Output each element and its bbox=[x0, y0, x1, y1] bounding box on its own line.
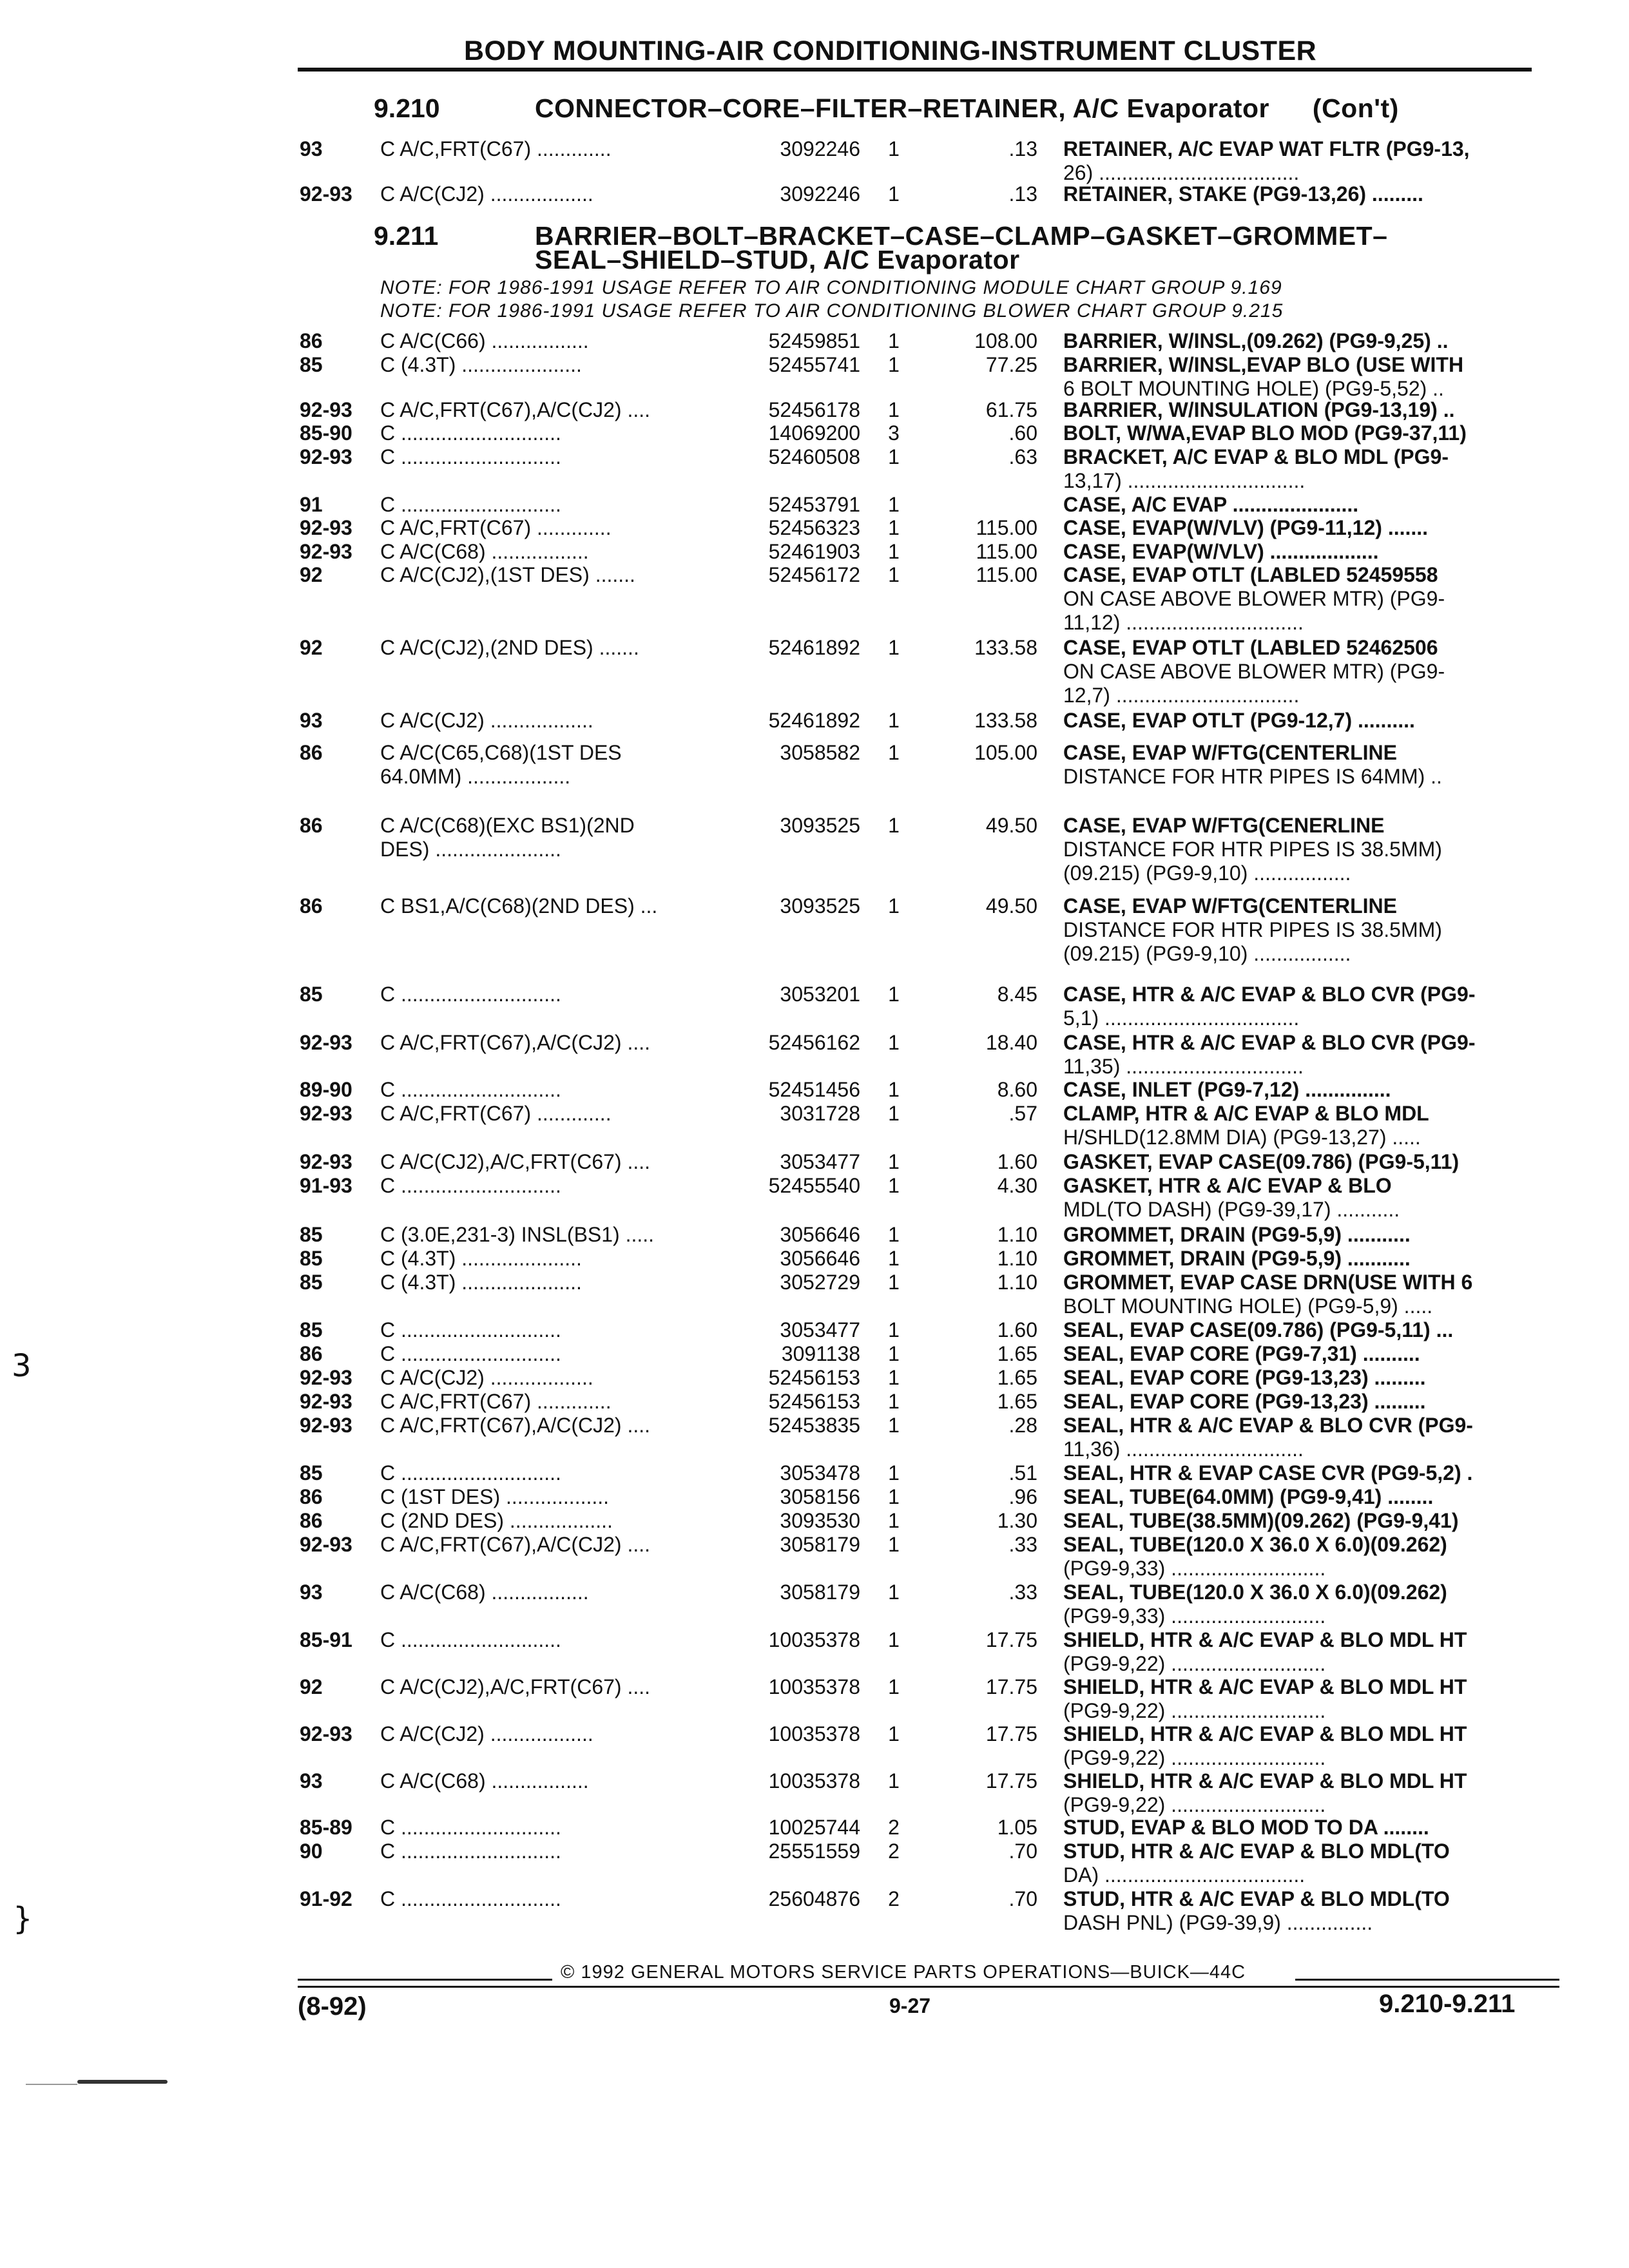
application: C A/C(CJ2),A/C,FRT(C67) .... bbox=[380, 1675, 651, 1698]
model-year: 92-93 bbox=[300, 182, 352, 206]
quantity: 1 bbox=[888, 1722, 900, 1745]
part-description: CASE, EVAP OTLT (LABLED 52459558 ON CASE ABOVE BLOWER MTR) (PG9- 11,12) ............................... bbox=[1063, 563, 1445, 634]
model-year: 90 bbox=[300, 1840, 323, 1863]
part-description: GROMMET, DRAIN (PG9-5,9) ........... bbox=[1063, 1223, 1411, 1246]
part-number: 52461892 bbox=[768, 709, 860, 732]
application: C ............................ bbox=[380, 493, 561, 516]
quantity: 1 bbox=[888, 709, 900, 732]
part-number: 52456323 bbox=[768, 516, 860, 539]
quantity: 1 bbox=[888, 1675, 900, 1698]
part-number: 52461903 bbox=[768, 540, 860, 563]
quantity: 1 bbox=[888, 1414, 900, 1437]
part-number: 3092246 bbox=[780, 182, 860, 206]
price: 115.00 bbox=[976, 516, 1037, 539]
part-number: 3093525 bbox=[780, 894, 860, 918]
quantity: 1 bbox=[888, 398, 900, 421]
application: C (4.3T) ..................... bbox=[380, 1271, 582, 1294]
model-year: 92 bbox=[300, 636, 323, 659]
model-year: 85 bbox=[300, 1461, 323, 1485]
model-year: 86 bbox=[300, 1509, 323, 1532]
part-description: CASE, EVAP W/FTG(CENTERLINE DISTANCE FOR HTR PIPES IS 64MM) .. bbox=[1063, 741, 1442, 788]
part-number: 3092246 bbox=[780, 137, 860, 160]
footer-date-code: (8-92) bbox=[298, 1992, 367, 2021]
application: C ............................ bbox=[380, 1840, 561, 1863]
section-9211-title-line2-text: SEAL–SHIELD–STUD, bbox=[535, 245, 816, 274]
price: 17.75 bbox=[985, 1675, 1037, 1698]
price: 133.58 bbox=[974, 636, 1037, 659]
part-description: BARRIER, W/INSULATION (PG9-13,19) .. bbox=[1063, 398, 1455, 421]
model-year: 92-93 bbox=[300, 540, 352, 563]
part-description: CASE, INLET (PG9-7,12) ............... bbox=[1063, 1078, 1391, 1101]
price: .33 bbox=[1008, 1581, 1037, 1604]
part-number: 52461892 bbox=[768, 636, 860, 659]
part-number: 52453835 bbox=[768, 1414, 860, 1437]
application: C A/C,FRT(C67) ............. bbox=[380, 1102, 612, 1125]
application: C ............................ bbox=[380, 421, 561, 445]
quantity: 2 bbox=[888, 1816, 900, 1839]
part-description: SHIELD, HTR & A/C EVAP & BLO MDL HT (PG9-9,22) ........................... bbox=[1063, 1628, 1467, 1675]
quantity: 1 bbox=[888, 814, 900, 837]
application: C ............................ bbox=[380, 983, 561, 1006]
part-description: STUD, HTR & A/C EVAP & BLO MDL(TO DA) ................................... bbox=[1063, 1840, 1450, 1887]
model-year: 92-93 bbox=[300, 1722, 352, 1745]
model-year: 92-93 bbox=[300, 1533, 352, 1556]
part-number: 52456153 bbox=[768, 1390, 860, 1413]
footer-rule-left bbox=[298, 1979, 552, 1981]
model-year: 86 bbox=[300, 329, 323, 352]
price: 77.25 bbox=[985, 353, 1037, 376]
model-year: 85-89 bbox=[300, 1816, 352, 1839]
model-year: 86 bbox=[300, 1485, 323, 1508]
application: C A/C(CJ2) .................. bbox=[380, 1366, 593, 1389]
price: 18.40 bbox=[985, 1031, 1037, 1054]
part-number: 52456162 bbox=[768, 1031, 860, 1054]
part-number: 3058179 bbox=[780, 1581, 860, 1604]
application: C (3.0E,231-3) INSL(BS1) ..... bbox=[380, 1223, 655, 1246]
quantity: 2 bbox=[888, 1887, 900, 1910]
page-title: BODY MOUNTING-AIR CONDITIONING-INSTRUMENT CLUSTER bbox=[464, 35, 1317, 66]
part-number: 52455741 bbox=[768, 353, 860, 376]
part-description: CASE, EVAP W/FTG(CENERLINE DISTANCE FOR HTR PIPES IS 38.5MM) (09.215) (PG9-9,10) ................. bbox=[1063, 814, 1442, 885]
model-year: 92-93 bbox=[300, 1150, 352, 1173]
model-year: 91 bbox=[300, 493, 323, 516]
application: C A/C(CJ2) .................. bbox=[380, 709, 593, 732]
quantity: 1 bbox=[888, 1223, 900, 1246]
price: .33 bbox=[1008, 1533, 1037, 1556]
quantity: 1 bbox=[888, 1581, 900, 1604]
part-description: CASE, EVAP(W/VLV) (PG9-11,12) ....... bbox=[1063, 516, 1429, 539]
price: 17.75 bbox=[985, 1722, 1037, 1745]
quantity: 1 bbox=[888, 1485, 900, 1508]
price: 1.65 bbox=[997, 1342, 1037, 1365]
part-description: CASE, HTR & A/C EVAP & BLO CVR (PG9- 11,35) ............................... bbox=[1063, 1031, 1476, 1078]
part-description: SEAL, TUBE(64.0MM) (PG9-9,41) ........ bbox=[1063, 1485, 1434, 1508]
part-description: SEAL, EVAP CASE(09.786) (PG9-5,11) ... bbox=[1063, 1318, 1454, 1341]
part-number: 3031728 bbox=[780, 1102, 860, 1125]
application: C A/C(C68) ................. bbox=[380, 1581, 589, 1604]
application: C A/C(C65,C68)(1ST DES 64.0MM) .................. bbox=[380, 741, 622, 788]
price: 8.45 bbox=[997, 983, 1037, 1006]
price: 17.75 bbox=[985, 1628, 1037, 1651]
quantity: 1 bbox=[888, 137, 900, 160]
price: 105.00 bbox=[974, 741, 1037, 764]
application: C A/C,FRT(C67),A/C(CJ2) .... bbox=[380, 1031, 651, 1054]
part-description: SEAL, HTR & EVAP CASE CVR (PG9-5,2) . bbox=[1063, 1461, 1473, 1485]
application: C (4.3T) ..................... bbox=[380, 353, 582, 376]
section-9211-title-line1: BARRIER–BOLT–BRACKET–CASE–CLAMP–GASKET–GROMMET– bbox=[535, 221, 1388, 251]
quantity: 1 bbox=[888, 1078, 900, 1101]
application: C (2ND DES) .................. bbox=[380, 1509, 613, 1532]
price: .60 bbox=[1008, 421, 1037, 445]
part-number: 52456153 bbox=[768, 1366, 860, 1389]
quantity: 1 bbox=[888, 493, 900, 516]
application: C A/C(C68) ................. bbox=[380, 540, 589, 563]
quantity: 1 bbox=[888, 1628, 900, 1651]
part-description: GASKET, EVAP CASE(09.786) (PG9-5,11) bbox=[1063, 1150, 1460, 1173]
model-year: 91-92 bbox=[300, 1887, 352, 1910]
model-year: 92-93 bbox=[300, 445, 352, 468]
price: .70 bbox=[1008, 1887, 1037, 1910]
application: C ............................ bbox=[380, 445, 561, 468]
quantity: 1 bbox=[888, 1461, 900, 1485]
part-description: CASE, EVAP(W/VLV) ................... bbox=[1063, 540, 1379, 563]
application: C ............................ bbox=[380, 1342, 561, 1365]
price: .13 bbox=[1008, 137, 1037, 160]
model-year: 93 bbox=[300, 709, 323, 732]
section-9211-number: 9.211 bbox=[374, 221, 439, 251]
part-number: 3052729 bbox=[780, 1271, 860, 1294]
note-module-chart: NOTE: FOR 1986-1991 USAGE REFER TO AIR CONDITIONING MODULE CHART GROUP 9.169 bbox=[380, 277, 1282, 298]
price: .28 bbox=[1008, 1414, 1037, 1437]
part-description: SEAL, EVAP CORE (PG9-13,23) ......... bbox=[1063, 1390, 1426, 1413]
margin-mark-3: 3 bbox=[12, 1348, 32, 1384]
model-year: 86 bbox=[300, 814, 323, 837]
quantity: 1 bbox=[888, 516, 900, 539]
part-number: 3058582 bbox=[780, 741, 860, 764]
part-number: 10035378 bbox=[768, 1628, 860, 1651]
application: C A/C(C66) ................. bbox=[380, 329, 589, 352]
part-number: 52451456 bbox=[768, 1078, 860, 1101]
application: C A/C(CJ2) .................. bbox=[380, 1722, 593, 1745]
model-year: 86 bbox=[300, 1342, 323, 1365]
quantity: 1 bbox=[888, 1769, 900, 1792]
quantity: 2 bbox=[888, 1840, 900, 1863]
model-year: 85 bbox=[300, 353, 323, 376]
price: 108.00 bbox=[974, 329, 1037, 352]
part-number: 25604876 bbox=[768, 1887, 860, 1910]
part-number: 3058179 bbox=[780, 1533, 860, 1556]
application: C A/C(C68)(EXC BS1)(2ND DES) ...................... bbox=[380, 814, 635, 861]
application: C A/C,FRT(C67) ............. bbox=[380, 137, 612, 160]
application: C BS1,A/C(C68)(2ND DES) ... bbox=[380, 894, 658, 918]
application: C ............................ bbox=[380, 1318, 561, 1341]
model-year: 92-93 bbox=[300, 1390, 352, 1413]
footer-section-range: 9.210-9.211 bbox=[1379, 1990, 1516, 2018]
part-description: SHIELD, HTR & A/C EVAP & BLO MDL HT (PG9-9,22) ........................... bbox=[1063, 1769, 1467, 1816]
model-year: 85 bbox=[300, 1271, 323, 1294]
quantity: 1 bbox=[888, 1174, 900, 1197]
quantity: 1 bbox=[888, 1150, 900, 1173]
price: 1.10 bbox=[997, 1247, 1037, 1270]
quantity: 1 bbox=[888, 353, 900, 376]
part-description: GROMMET, EVAP CASE DRN(USE WITH 6 BOLT MOUNTING HOLE) (PG9-5,9) ..... bbox=[1063, 1271, 1473, 1318]
application: C ............................ bbox=[380, 1816, 561, 1839]
application: C (4.3T) ..................... bbox=[380, 1247, 582, 1270]
part-description: SEAL, TUBE(120.0 X 36.0 X 6.0)(09.262) (PG9-9,33) ........................... bbox=[1063, 1581, 1447, 1628]
part-number: 3053201 bbox=[780, 983, 860, 1006]
part-number: 52455540 bbox=[768, 1174, 860, 1197]
part-number: 3056646 bbox=[780, 1247, 860, 1270]
application: C A/C,FRT(C67),A/C(CJ2) .... bbox=[380, 1533, 651, 1556]
price: 17.75 bbox=[985, 1769, 1037, 1792]
model-year: 85 bbox=[300, 983, 323, 1006]
application: C A/C,FRT(C67) ............. bbox=[380, 1390, 612, 1413]
part-number: 10035378 bbox=[768, 1769, 860, 1792]
model-year: 93 bbox=[300, 137, 323, 160]
price: 49.50 bbox=[985, 894, 1037, 918]
price: 1.65 bbox=[997, 1366, 1037, 1389]
quantity: 1 bbox=[888, 1390, 900, 1413]
quantity: 1 bbox=[888, 636, 900, 659]
scan-smudge bbox=[77, 2080, 168, 2084]
price: 4.30 bbox=[997, 1174, 1037, 1197]
model-year: 85 bbox=[300, 1318, 323, 1341]
price: 8.60 bbox=[997, 1078, 1037, 1101]
price: 1.10 bbox=[997, 1223, 1037, 1246]
price: 1.60 bbox=[997, 1150, 1037, 1173]
application: C A/C(CJ2),(2ND DES) ....... bbox=[380, 636, 639, 659]
price: 1.10 bbox=[997, 1271, 1037, 1294]
part-description: RETAINER, STAKE (PG9-13,26) ......... bbox=[1063, 182, 1423, 206]
price: .63 bbox=[1008, 445, 1037, 468]
price: 115.00 bbox=[976, 540, 1037, 563]
section-9210-title-text: CONNECTOR–CORE–FILTER–RETAINER, A/C Evaporator bbox=[535, 93, 1270, 123]
part-number: 3093525 bbox=[780, 814, 860, 837]
part-number: 52453791 bbox=[768, 493, 860, 516]
note-blower-chart: NOTE: FOR 1986-1991 USAGE REFER TO AIR CONDITIONING BLOWER CHART GROUP 9.215 bbox=[380, 300, 1284, 322]
part-description: BRACKET, A/C EVAP & BLO MDL (PG9- 13,17) ............................... bbox=[1063, 445, 1449, 492]
margin-mark-brace: } bbox=[13, 1901, 33, 1937]
model-year: 92 bbox=[300, 1675, 323, 1698]
price: 1.60 bbox=[997, 1318, 1037, 1341]
part-description: GASKET, HTR & A/C EVAP & BLO MDL(TO DASH) (PG9-39,17) ........... bbox=[1063, 1174, 1400, 1221]
model-year: 92-93 bbox=[300, 516, 352, 539]
model-year: 85-90 bbox=[300, 421, 352, 445]
price: .13 bbox=[1008, 182, 1037, 206]
section-9210-cont: (Con't) bbox=[1312, 93, 1399, 123]
part-description: SEAL, EVAP CORE (PG9-7,31) .......... bbox=[1063, 1342, 1420, 1365]
quantity: 1 bbox=[888, 1533, 900, 1556]
part-number: 3058156 bbox=[780, 1485, 860, 1508]
part-description: STUD, HTR & A/C EVAP & BLO MDL(TO DASH PNL) (PG9-39,9) ............... bbox=[1063, 1887, 1450, 1934]
part-description: CASE, HTR & A/C EVAP & BLO CVR (PG9- 5,1) .................................. bbox=[1063, 983, 1476, 1030]
application: C A/C(C68) ................. bbox=[380, 1769, 589, 1792]
part-number: 52459851 bbox=[768, 329, 860, 352]
application: C ............................ bbox=[380, 1461, 561, 1485]
model-year: 92-93 bbox=[300, 1102, 352, 1125]
part-number: 10025744 bbox=[768, 1816, 860, 1839]
model-year: 92-93 bbox=[300, 1031, 352, 1054]
part-number: 3093530 bbox=[780, 1509, 860, 1532]
application: C A/C(CJ2) .................. bbox=[380, 182, 593, 206]
part-number: 3091138 bbox=[781, 1342, 860, 1365]
part-number: 10035378 bbox=[768, 1722, 860, 1745]
quantity: 1 bbox=[888, 182, 900, 206]
price: 1.65 bbox=[997, 1390, 1037, 1413]
application: C A/C(CJ2),(1ST DES) ....... bbox=[380, 563, 635, 586]
model-year: 92-93 bbox=[300, 398, 352, 421]
application: C A/C,FRT(C67),A/C(CJ2) .... bbox=[380, 1414, 651, 1437]
application: C ............................ bbox=[380, 1887, 561, 1910]
model-year: 85 bbox=[300, 1223, 323, 1246]
model-year: 93 bbox=[300, 1769, 323, 1792]
quantity: 1 bbox=[888, 1247, 900, 1270]
part-description: SHIELD, HTR & A/C EVAP & BLO MDL HT (PG9-9,22) ........................... bbox=[1063, 1722, 1467, 1769]
price: .51 bbox=[1008, 1461, 1037, 1485]
application: C ............................ bbox=[380, 1628, 561, 1651]
footer-rule-right bbox=[1295, 1979, 1559, 1981]
application: C (1ST DES) .................. bbox=[380, 1485, 610, 1508]
model-year: 89-90 bbox=[300, 1078, 352, 1101]
part-description: CASE, EVAP W/FTG(CENTERLINE DISTANCE FOR HTR PIPES IS 38.5MM) (09.215) (PG9-9,10) ................. bbox=[1063, 894, 1442, 965]
quantity: 1 bbox=[888, 1342, 900, 1365]
application: C ............................ bbox=[380, 1174, 561, 1197]
quantity: 1 bbox=[888, 540, 900, 563]
part-description: BARRIER, W/INSL,EVAP BLO (USE WITH 6 BOLT MOUNTING HOLE) (PG9-5,52) .. bbox=[1063, 353, 1464, 400]
part-description: BOLT, W/WA,EVAP BLO MOD (PG9-37,11) bbox=[1063, 421, 1467, 445]
section-9210-number: 9.210 bbox=[374, 93, 440, 123]
price: 61.75 bbox=[985, 398, 1037, 421]
quantity: 3 bbox=[888, 421, 900, 445]
quantity: 1 bbox=[888, 1031, 900, 1054]
price: .70 bbox=[1008, 1840, 1037, 1863]
application: C A/C,FRT(C67),A/C(CJ2) .... bbox=[380, 398, 651, 421]
model-year: 92-93 bbox=[300, 1414, 352, 1437]
model-year: 86 bbox=[300, 741, 323, 764]
quantity: 1 bbox=[888, 1366, 900, 1389]
price: .96 bbox=[1008, 1485, 1037, 1508]
model-year: 86 bbox=[300, 894, 323, 918]
model-year: 92-93 bbox=[300, 1366, 352, 1389]
part-number: 25551559 bbox=[768, 1840, 860, 1863]
part-number: 3056646 bbox=[780, 1223, 860, 1246]
quantity: 1 bbox=[888, 1509, 900, 1532]
part-description: CASE, EVAP OTLT (PG9-12,7) .......... bbox=[1063, 709, 1415, 732]
quantity: 1 bbox=[888, 1318, 900, 1341]
part-description: SHIELD, HTR & A/C EVAP & BLO MDL HT (PG9-9,22) ........................... bbox=[1063, 1675, 1467, 1722]
part-number: 3053477 bbox=[780, 1150, 860, 1173]
part-description: SEAL, HTR & A/C EVAP & BLO CVR (PG9- 11,36) ............................... bbox=[1063, 1414, 1473, 1461]
model-year: 91-93 bbox=[300, 1174, 352, 1197]
quantity: 1 bbox=[888, 329, 900, 352]
part-number: 52456178 bbox=[768, 398, 860, 421]
quantity: 1 bbox=[888, 1102, 900, 1125]
part-description: GROMMET, DRAIN (PG9-5,9) ........... bbox=[1063, 1247, 1411, 1270]
part-description: RETAINER, A/C EVAP WAT FLTR (PG9-13, 26) ................................... bbox=[1063, 137, 1470, 184]
part-number: 10035378 bbox=[768, 1675, 860, 1698]
part-description: STUD, EVAP & BLO MOD TO DA ........ bbox=[1063, 1816, 1429, 1839]
price: 49.50 bbox=[985, 814, 1037, 837]
part-number: 52456172 bbox=[768, 563, 860, 586]
model-year: 92 bbox=[300, 563, 323, 586]
scan-smudge-faint bbox=[26, 2084, 77, 2085]
part-description: CASE, EVAP OTLT (LABLED 52462506 ON CASE ABOVE BLOWER MTR) (PG9- 12,7) ................................ bbox=[1063, 636, 1445, 707]
quantity: 1 bbox=[888, 445, 900, 468]
price: 115.00 bbox=[976, 563, 1037, 586]
part-description: SEAL, TUBE(38.5MM)(09.262) (PG9-9,41) bbox=[1063, 1509, 1459, 1532]
application: C A/C,FRT(C67) ............. bbox=[380, 516, 612, 539]
part-number: 52460508 bbox=[768, 445, 860, 468]
part-number: 3053478 bbox=[780, 1461, 860, 1485]
quantity: 1 bbox=[888, 563, 900, 586]
footer-page-number: 9-27 bbox=[889, 1994, 931, 2017]
part-number: 14069200 bbox=[768, 421, 860, 445]
part-description: SEAL, TUBE(120.0 X 36.0 X 6.0)(09.262) (PG9-9,33) ........................... bbox=[1063, 1533, 1447, 1580]
model-year: 85 bbox=[300, 1247, 323, 1270]
part-description: CLAMP, HTR & A/C EVAP & BLO MDL H/SHLD(12.8MM DIA) (PG9-13,27) ..... bbox=[1063, 1102, 1429, 1149]
part-description: CASE, A/C EVAP ...................... bbox=[1063, 493, 1359, 516]
price: 133.58 bbox=[974, 709, 1037, 732]
footer-copyright: © 1992 GENERAL MOTORS SERVICE PARTS OPERATIONS—BUICK—44C bbox=[561, 1962, 1246, 1983]
application: C A/C(CJ2),A/C,FRT(C67) .... bbox=[380, 1150, 651, 1173]
price: .57 bbox=[1008, 1102, 1037, 1125]
application: C ............................ bbox=[380, 1078, 561, 1101]
model-year: 85-91 bbox=[300, 1628, 352, 1651]
price: 1.30 bbox=[997, 1509, 1037, 1532]
model-year: 93 bbox=[300, 1581, 323, 1604]
section-9211-title-line2-tail: A/C Evaporator bbox=[823, 245, 1020, 274]
part-description: BARRIER, W/INSL,(09.262) (PG9-9,25) .. bbox=[1063, 329, 1449, 352]
quantity: 1 bbox=[888, 983, 900, 1006]
quantity: 1 bbox=[888, 1271, 900, 1294]
part-description: SEAL, EVAP CORE (PG9-13,23) ......... bbox=[1063, 1366, 1426, 1389]
quantity: 1 bbox=[888, 894, 900, 918]
part-number: 3053477 bbox=[780, 1318, 860, 1341]
quantity: 1 bbox=[888, 741, 900, 764]
footer-rule-bottom bbox=[298, 1986, 1559, 1988]
price: 1.05 bbox=[997, 1816, 1037, 1839]
